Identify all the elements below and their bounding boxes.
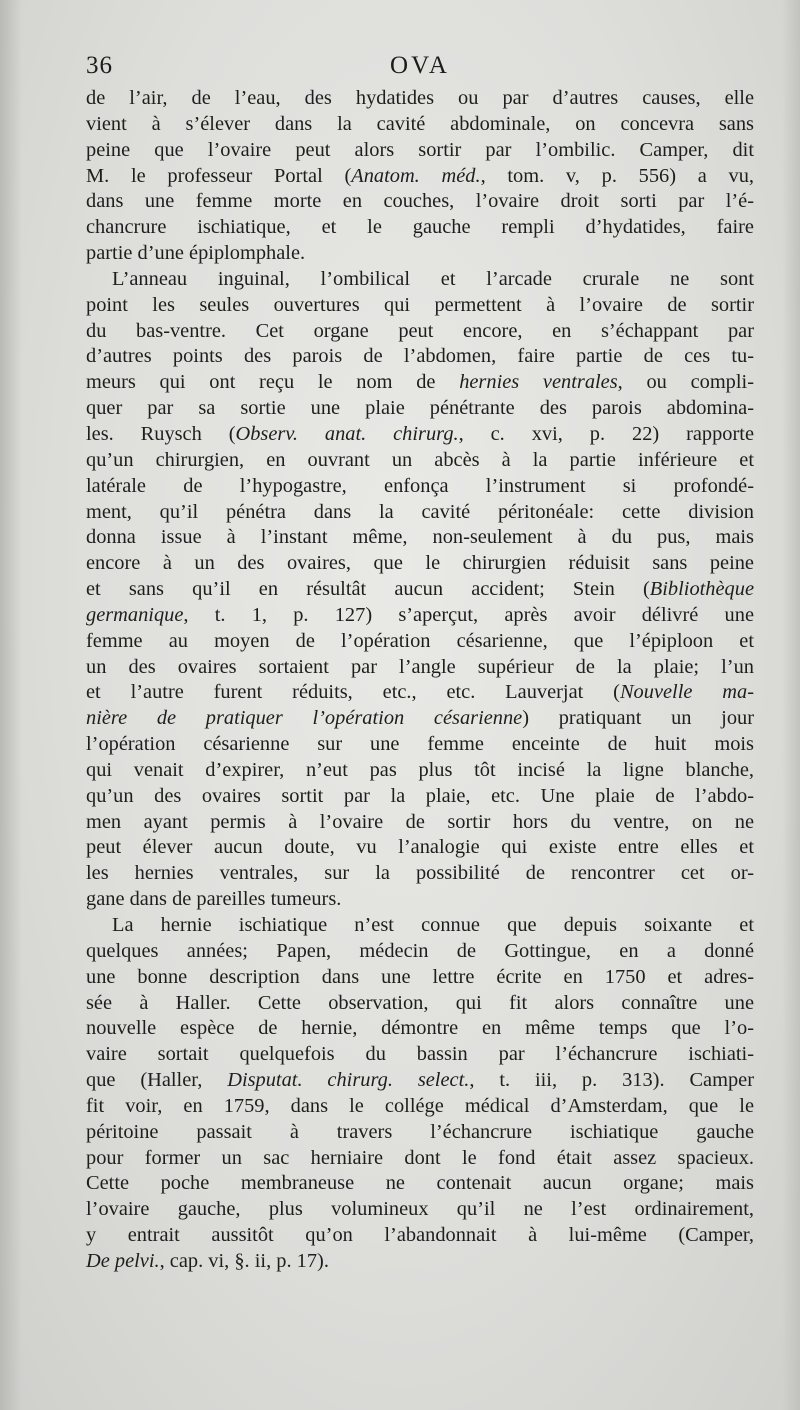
- text-run: men ayant permis à l’ovaire de sortir hors du ventre, on ne: [86, 810, 754, 833]
- text-line: [86, 344, 754, 370]
- text-run: meurs qui ont reçu le nom de: [86, 371, 460, 394]
- text-run: l’opération césarienne sur une femme enceinte de huit mois: [86, 733, 754, 756]
- text-line: [86, 267, 754, 293]
- text-line: [86, 1249, 754, 1275]
- text-run: peut élever aucun doute, vu l’analogie qui existe entre elles et: [86, 836, 754, 859]
- text-run: point les seules ouvertures qui permettent à l’ovaire de sortir: [86, 293, 754, 316]
- text-run: latérale de l’hypogastre, enfonça l’instrument si profondé-: [86, 474, 754, 497]
- text-run: ment, qu’il pénétra dans la cavité péritonéale: cette division: [86, 500, 754, 523]
- text-run: d’autres points des parois de l’abdomen, faire partie de ces tu-: [86, 345, 754, 368]
- text-run: ) pratiquant un jour: [522, 707, 755, 730]
- text-line: [86, 1042, 754, 1068]
- italic-text: De pelvi.: [86, 1249, 160, 1272]
- text-line: [86, 189, 754, 215]
- text-line: [86, 138, 754, 164]
- text-line: [86, 1120, 754, 1146]
- italic-text: Observ. anat. chirurg.: [235, 422, 459, 445]
- text-line: [86, 293, 754, 319]
- text-run: sée à Haller. Cette observation, qui fit alors connaître une: [86, 991, 754, 1014]
- text-run: l’ovaire gauche, plus volumineux qu’il ne l’est ordinairement,: [86, 1198, 754, 1221]
- text-run: quer par sa sortie une plaie pénétrante des parois abdomina-: [86, 397, 754, 420]
- text-run: qu’un des ovaires sortit par la plaie, etc. Une plaie de l’abdo-: [86, 784, 754, 807]
- text-line: [86, 319, 754, 345]
- text-line: [86, 887, 754, 913]
- text-line: [86, 810, 754, 836]
- text-run: quelques années; Papen, médecin de Gottingue, en a donné: [86, 939, 754, 962]
- text-line: [86, 551, 754, 577]
- text-run: , cap. vi, §. ii, p. 17).: [159, 1249, 329, 1272]
- italic-text: Disputat. chirurg. select.: [227, 1069, 470, 1092]
- text-line: [86, 991, 754, 1017]
- page-header: [86, 52, 754, 86]
- text-run: , t. 1, p. 127) s’aperçut, après avoir délivré une: [183, 603, 754, 626]
- italic-text: Bibliothèque: [649, 578, 754, 601]
- text-line: [86, 913, 754, 939]
- text-run: nouvelle espèce de hernie, démontre en même temps que l’o-: [86, 1017, 754, 1040]
- text-run: L’anneau inguinal, l’ombilical et l’arcade crurale ne sont: [112, 267, 754, 290]
- text-run: fit voir, en 1759, dans le collége médical d’Amsterdam, que le: [86, 1094, 754, 1117]
- text-run: , tom. v, p. 556) a vu,: [480, 164, 754, 187]
- text-line: [86, 965, 754, 991]
- text-run: une bonne description dans une lettre écrite en 1750 et adres-: [86, 965, 754, 988]
- text-line: [86, 396, 754, 422]
- italic-text: germanique: [86, 603, 184, 626]
- text-line: [86, 525, 754, 551]
- text-line: [86, 577, 754, 603]
- text-line: [86, 1016, 754, 1042]
- text-line: [86, 500, 754, 526]
- text-run: vient à s’élever dans la cavité abdominale, on concevra sans: [86, 112, 754, 135]
- text-line: [86, 241, 754, 267]
- text-line: [86, 370, 754, 396]
- text-run: les hernies ventrales, sur la possibilité de rencontrer cet or-: [86, 862, 754, 885]
- text-run: pour former un sac herniaire dont le fond était assez spacieux.: [86, 1146, 754, 1169]
- text-run: femme au moyen de l’opération césarienne, que l’épiploon et: [86, 629, 754, 652]
- text-line: [86, 680, 754, 706]
- text-line: [86, 1146, 754, 1172]
- text-line: [86, 784, 754, 810]
- text-line: [86, 835, 754, 861]
- text-run: y entrait aussitôt qu’on l’abandonnait à lui-même (Camper,: [86, 1224, 754, 1247]
- text-line: [86, 1197, 754, 1223]
- italic-text: Anatom. méd.: [351, 164, 481, 187]
- text-run: donna issue à l’instant même, non-seulement à du pus, mais: [86, 526, 754, 549]
- text-run: M. le professeur Portal (: [86, 164, 352, 187]
- text-run: dans une femme morte en couches, l’ovaire droit sorti par l’é-: [86, 190, 754, 213]
- text-run: peine que l’ovaire peut alors sortir par l’ombilic. Camper, dit: [86, 138, 754, 161]
- text-run: qu’un chirurgien, en ouvrant un abcès à la partie inférieure et: [86, 448, 754, 471]
- text-run: Cette poche membraneuse ne contenait aucun organe; mais: [86, 1172, 754, 1195]
- text-line: [86, 758, 754, 784]
- text-run: et sans qu’il en résultât aucun accident; Stein (: [86, 578, 650, 601]
- text-line: [86, 603, 754, 629]
- text-run: , t. iii, p. 313). Camper: [469, 1069, 754, 1092]
- text-run: les. Ruysch (: [86, 422, 236, 445]
- text-run: , ou compli-: [617, 371, 754, 394]
- text-line: [86, 1094, 754, 1120]
- text-run: de l’air, de l’eau, des hydatides ou par d’autres causes, elle: [86, 87, 754, 109]
- text-line: [86, 1171, 754, 1197]
- text-line: [86, 215, 754, 241]
- text-run: partie d’une épiplomphale.: [86, 242, 306, 265]
- text-line: [86, 629, 754, 655]
- text-run: et l’autre furent réduits, etc., etc. Lauverjat (: [86, 681, 620, 704]
- text-line: [86, 861, 754, 887]
- text-run: , c. xvi, p. 22) rapporte: [458, 422, 754, 445]
- running-head: OVA: [390, 52, 450, 79]
- text-run: qui venait d’expirer, n’eut pas plus tôt incisé la ligne blanche,: [86, 758, 754, 781]
- text-line: [86, 112, 754, 138]
- text-line: [86, 1068, 754, 1094]
- text-run: gane dans de pareilles tumeurs.: [86, 888, 342, 911]
- text-line: [86, 422, 754, 448]
- text-run: encore à un des ovaires, que le chirurgien réduisit sans peine: [86, 552, 754, 575]
- text-line: [86, 655, 754, 681]
- text-run: chancrure ischiatique, et le gauche rempli d’hydatides, faire: [86, 216, 754, 239]
- text-line: [86, 939, 754, 965]
- text-run: vaire sortait quelquefois du bassin par l’échancrure ischiati-: [86, 1043, 754, 1066]
- text-run: péritoine passait à travers l’échancrure ischiatique gauche: [86, 1120, 754, 1143]
- text-run: que (Haller,: [86, 1069, 228, 1092]
- text-line: [86, 474, 754, 500]
- body-text: [86, 86, 754, 1275]
- italic-text: hernies ventrales: [459, 371, 618, 394]
- text-run: du bas-ventre. Cet organe peut encore, en s’échappant par: [86, 319, 754, 342]
- text-line: [86, 732, 754, 758]
- text-line: [86, 1223, 754, 1249]
- page-number: 36: [86, 52, 113, 79]
- text-line: [86, 448, 754, 474]
- text-line: [86, 706, 754, 732]
- text-run: un des ovaires sortaient par l’angle supérieur de la plaie; l’un: [86, 655, 754, 678]
- text-line: [86, 86, 754, 112]
- italic-text: Nouvelle ma-: [619, 681, 754, 704]
- text-run: La hernie ischiatique n’est connue que depuis soixante et: [112, 914, 754, 936]
- italic-text: nière de pratiquer l’opération césarienne: [86, 707, 523, 730]
- text-line: [86, 164, 754, 190]
